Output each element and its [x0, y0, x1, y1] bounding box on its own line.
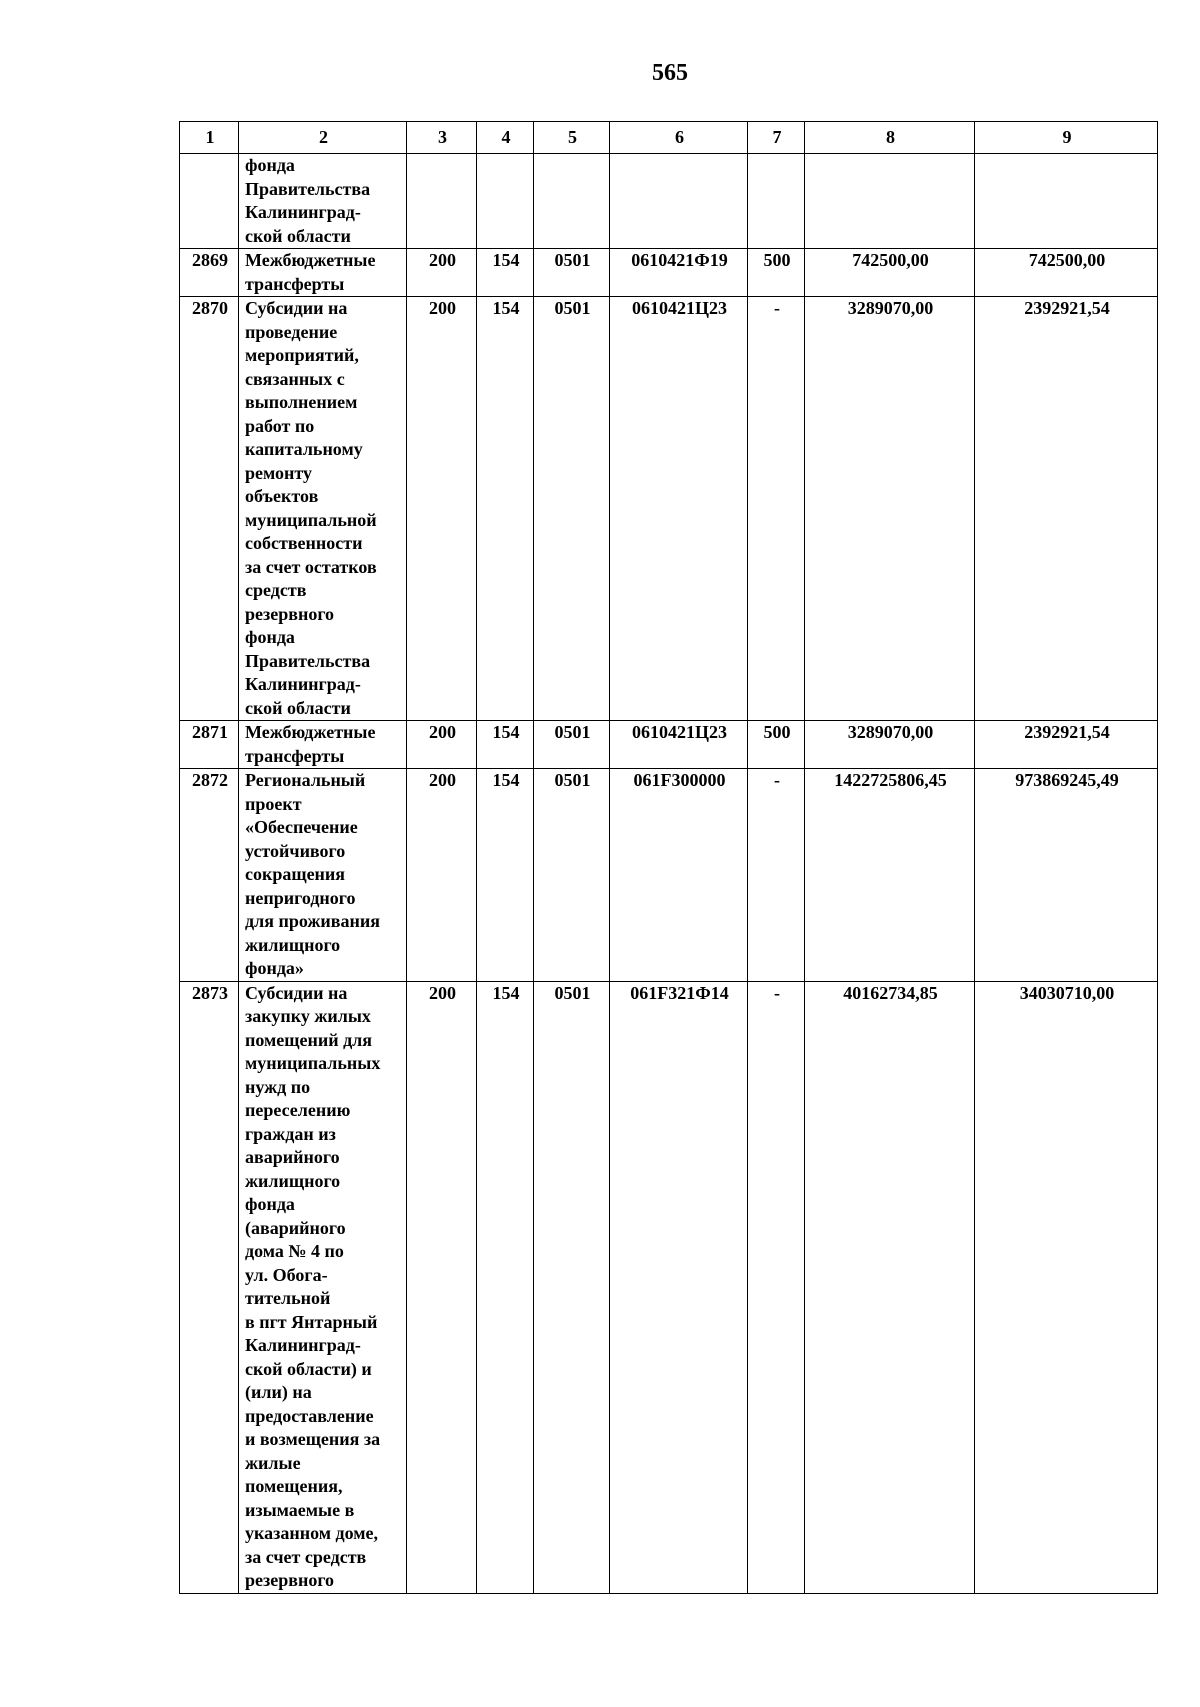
- row-number: 2869: [180, 249, 239, 297]
- cell-col8: 3289070,00: [805, 721, 975, 769]
- row-number: [180, 154, 239, 249]
- col-header-8: 8: [805, 122, 975, 154]
- cell-col6: [610, 154, 748, 249]
- cell-col8: [805, 154, 975, 249]
- cell-col4: 154: [477, 721, 534, 769]
- col-header-2: 2: [239, 122, 407, 154]
- col-header-5: 5: [534, 122, 610, 154]
- cell-col7: -: [748, 981, 805, 1593]
- cell-col5: 0501: [534, 721, 610, 769]
- row-name: Межбюджетные трансферты: [239, 721, 407, 769]
- row-name: Субсидии на закупку жилых помещений для муниципальных нужд по переселению граждан из аварийного жилищного фонда (аварийного дома № 4 по ул. Обога- тительной в пгт Янтарный Калининград- ской области) и (или) на предоставление и возмещения за жилые помещения, изымаемые в указанном доме, за счет средств резервного: [239, 981, 407, 1593]
- row-number: 2873: [180, 981, 239, 1593]
- row-number: 2872: [180, 769, 239, 982]
- table-row: [180, 249, 1158, 297]
- table-row: [180, 297, 1158, 721]
- cell-col5: 0501: [534, 249, 610, 297]
- table-row: [180, 721, 1158, 769]
- cell-col9: 973869245,49: [975, 769, 1158, 982]
- col-header-9: 9: [975, 122, 1158, 154]
- cell-col7: [748, 154, 805, 249]
- cell-col8: 1422725806,45: [805, 769, 975, 982]
- table-row: [180, 981, 1158, 1593]
- page-number: 565: [652, 60, 688, 86]
- table-row: [180, 154, 1158, 249]
- col-header-7: 7: [748, 122, 805, 154]
- cell-col5: 0501: [534, 297, 610, 721]
- cell-col8: 40162734,85: [805, 981, 975, 1593]
- cell-col7: -: [748, 769, 805, 982]
- cell-col4: 154: [477, 769, 534, 982]
- cell-col4: 154: [477, 249, 534, 297]
- cell-col9: 742500,00: [975, 249, 1158, 297]
- row-name: Межбюджетные трансферты: [239, 249, 407, 297]
- col-header-1: 1: [180, 122, 239, 154]
- cell-col6: 0610421Ц23: [610, 297, 748, 721]
- row-name: Субсидии на проведение мероприятий, связанных с выполнением работ по капитальному ремонту объектов муниципальной собственности за счет остатков средств резервного фонда Правительства Калининград- ской области: [239, 297, 407, 721]
- cell-col4: 154: [477, 297, 534, 721]
- cell-col9: [975, 154, 1158, 249]
- cell-col4: [477, 154, 534, 249]
- cell-col3: 200: [407, 721, 477, 769]
- cell-col9: 2392921,54: [975, 297, 1158, 721]
- cell-col5: 0501: [534, 981, 610, 1593]
- row-number: 2870: [180, 297, 239, 721]
- cell-col7: 500: [748, 721, 805, 769]
- row-name: Региональный проект «Обеспечение устойчивого сокращения непригодного для проживания жилищного фонда»: [239, 769, 407, 982]
- col-header-4: 4: [477, 122, 534, 154]
- header-row: [180, 122, 1158, 154]
- cell-col5: 0501: [534, 769, 610, 982]
- cell-col3: 200: [407, 297, 477, 721]
- budget-table: [179, 121, 1158, 1594]
- col-header-3: 3: [407, 122, 477, 154]
- row-name: фонда Правительства Калининград- ской области: [239, 154, 407, 249]
- cell-col6: 0610421Ц23: [610, 721, 748, 769]
- cell-col6: 061F300000: [610, 769, 748, 982]
- cell-col3: 200: [407, 981, 477, 1593]
- cell-col9: 34030710,00: [975, 981, 1158, 1593]
- cell-col8: 742500,00: [805, 249, 975, 297]
- table-row: [180, 769, 1158, 982]
- cell-col9: 2392921,54: [975, 721, 1158, 769]
- col-header-6: 6: [610, 122, 748, 154]
- cell-col8: 3289070,00: [805, 297, 975, 721]
- cell-col7: -: [748, 297, 805, 721]
- cell-col3: [407, 154, 477, 249]
- row-number: 2871: [180, 721, 239, 769]
- cell-col6: 061F321Ф14: [610, 981, 748, 1593]
- cell-col4: 154: [477, 981, 534, 1593]
- cell-col7: 500: [748, 249, 805, 297]
- cell-col3: 200: [407, 249, 477, 297]
- cell-col6: 0610421Ф19: [610, 249, 748, 297]
- cell-col5: [534, 154, 610, 249]
- cell-col3: 200: [407, 769, 477, 982]
